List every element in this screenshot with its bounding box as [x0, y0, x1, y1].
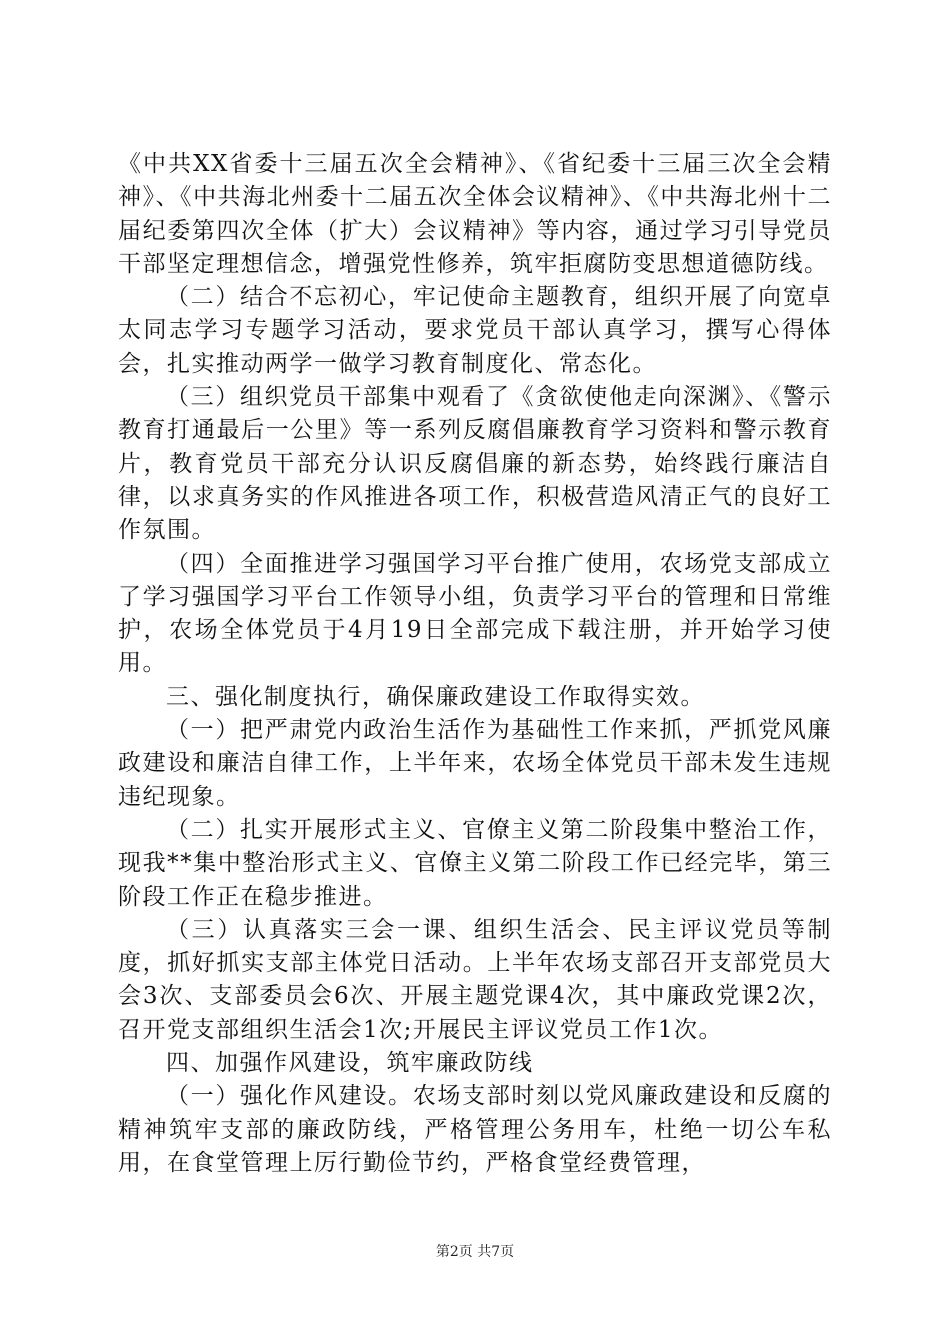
page-number-footer: 第2页 共7页 [435, 1244, 515, 1260]
section-heading-3: 三、强化制度执行，确保廉政建设工作取得实效。 [166, 683, 705, 710]
paragraph-item-4: （四）全面推进学习强国学习平台推广使用，农场党支部成立了学习强国学习平台工作领导小组，负责学习平台的管理和日常维护，农场全体党员于4月19日全部完成下载注册，并开始学习使用。 [118, 550, 832, 677]
document-body [118, 148, 832, 1180]
paragraph-section3-item-3: （三）认真落实三会一课、组织生活会、民主评议党员等制度，抓好抓实支部主体党日活动。上半年农场支部召开支部党员大会3次、支部委员会6次、开展主题党课4次，其中廉政党课2次，召开党支部组织生活会1次;开展民主评议党员工作1次。 [118, 916, 832, 1043]
paragraph-continuation: 《中共XX省委十三届五次全会精神》、《省纪委十三届三次全会精神》、《中共海北州委十二届五次全体会议精神》、《中共海北州十二届纪委第四次全体（扩大）会议精神》等内容，通过学习引导党员干部坚定理想信念，增强党性修养，筑牢拒腐防变思想道德防线。 [118, 151, 832, 277]
paragraph-section3-item-2: （二）扎实开展形式主义、官僚主义第二阶段集中整治工作，现我**集中整治形式主义、官僚主义第二阶段工作已经完毕，第三阶段工作正在稳步推进。 [118, 816, 832, 910]
paragraph-item-2: （二）结合不忘初心，牢记使命主题教育，组织开展了向宽卓太同志学习专题学习活动，要求党员干部认真学习，撰写心得体会，扎实推动两学一做学习教育制度化、常态化。 [118, 284, 832, 377]
paragraph-section3-item-1: （一）把严肃党内政治生活作为基础性工作来抓，严抓党风廉政建设和廉洁自律工作，上半年来，农场全体党员干部未发生违规违纪现象。 [118, 717, 832, 810]
paragraph-section4-item-1: （一）强化作风建设。农场支部时刻以党风廉政建设和反腐的精神筑牢支部的廉政防线，严格管理公务用车，杜绝一切公车私用，在食堂管理上厉行勤俭节约，严格食堂经费管理， [118, 1083, 832, 1176]
section-heading-4: 四、加强作风建设，筑牢廉政防线 [166, 1050, 534, 1077]
paragraph-item-3: （三）组织党员干部集中观看了《贪欲使他走向深渊》、《警示教育打通最后一公里》等一系列反腐倡廉教育学习资料和警示教育片，教育党员干部充分认识反腐倡廉的新态势，始终践行廉洁自律，以求真务实的作风推进各项工作，积极营造风清正气的良好工作氛围。 [118, 384, 832, 544]
